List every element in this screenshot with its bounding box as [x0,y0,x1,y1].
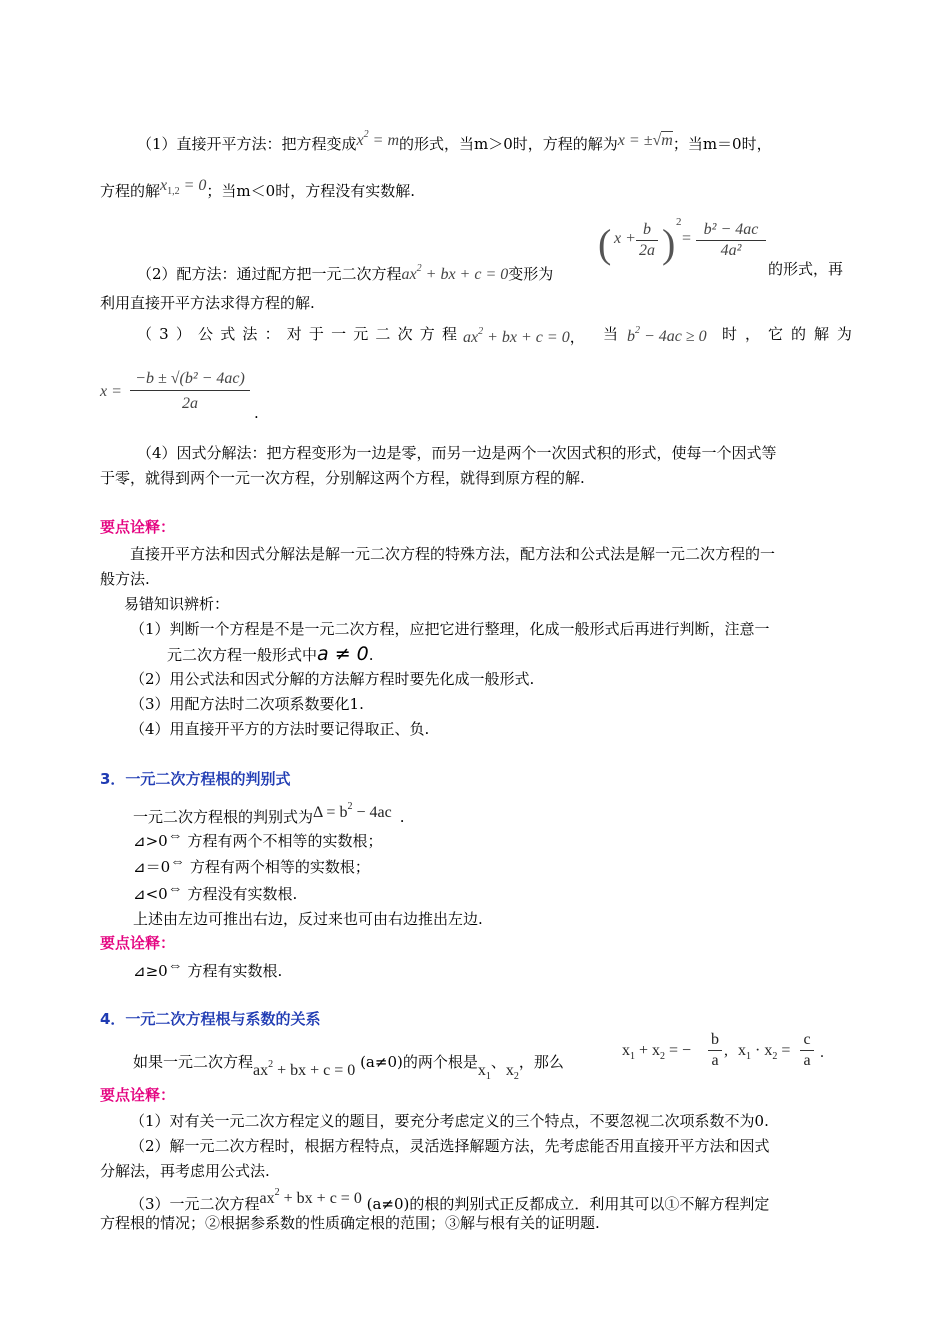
method-2-line-2 [100,292,315,314]
method-2-line-1b [768,258,843,280]
method-1-text-d: 方程的解 [100,182,161,200]
note-2-point-2b: 分解法，再考虑用公式法. [100,1162,270,1180]
formula-delta-def: $\Delta = b^2 - 4ac$ [313,801,392,821]
note-1-item-4: （4）用直接开平方的方法时要记得取正、负. [130,720,430,738]
method-3-end: . [254,404,259,422]
method-3-when: 当 [603,325,619,343]
method-3-line-1c: 时 ， 它 的 解 为 [722,325,852,343]
method-1-line-2 [100,177,415,209]
section-3-note-title: 要点诠释： [100,934,176,952]
note-1-item-1a: （1）判断一个方程是不是一元二次方程，应把它进行整理，化成一般形式后再进行判断，注意一 [130,620,770,638]
method-1-text-c: ；当m＝0时， [672,135,772,153]
section-3-title: 3．一元二次方程根的判别式 [100,770,291,788]
method-3-line-1a: （ 3 ） 公 式 法 ： 对 于 一 元 二 次 方 程 [137,325,457,343]
note-1-item-3: （3）用配方法时二次项系数要化1. [130,695,364,713]
formula-quadratic: $ax^2$ + bx + c = 0 [259,1187,362,1207]
method-2-line-1a [137,258,553,286]
method-3-formula-disc: $b^2 - 4ac \ge 0$ [627,325,707,345]
formula-quadratic-root: x = $\frac{\text{−b ± √(b² − 4ac)}}{2a}$ [100,368,260,420]
note-2-point-1: （1）对有关一元二次方程定义的题目，要充分考虑定义的三个特点，不要忽视二次项系数不为0. [130,1112,769,1130]
method-2-text-c: 的形式，再 [768,260,844,278]
section-4-title: 4．一元二次方程根与系数的关系 [100,1010,321,1028]
formula-a-neq-0: a ≠ 0 [317,643,369,665]
fraction-disc-over-4a2: $\frac{\text{b² − 4ac}}{\text{4a²}}$ [696,220,766,261]
fraction-b-over-2a: $\frac{b}{2a}$ [636,220,658,261]
section-3-case-2: ⊿＝0⇔ 方程有两个相等的实数根； [133,854,370,876]
method-4-line-2: 于零，就得到两个一元一次方程，分别解这两个方程，就得到原方程的解. [100,469,585,487]
equivalence-arrow-icon: ⇔ [167,958,183,974]
method-2-text-b: 变形为 [508,265,554,283]
method-3-formula-quadratic: $ax^2$ + bx + c = 0， [463,326,585,346]
root-x1: $x_1$ [477,1062,491,1082]
note-1-item-2: （2）用公式法和因式分解的方法解方程时要先化成一般形式. [130,670,535,688]
note-2-point-3a: （3）一元二次方程$ax^2$ + bx + c = 0 (a≠0)的根的判别式正反都成立．利用其可以①不解方程判定 [130,1187,770,1213]
section-4-line-1: 如果一元二次方程$ax^2$ + bx + c = 0 (a≠0)的两个根是$x_1$、$x_2$，那么 [133,1053,564,1082]
method-2-text-a: （2）配方法：通过配方把一元二次方程 [137,265,402,283]
method-1-text-e: ；当m＜0时，方程没有实数解. [206,182,415,200]
section-3-case-1: ⊿>0⇔ 方程有两个不相等的实数根； [133,828,383,850]
note-1-line-1: 直接开平方法和因式分解法是解一元二次方程的特殊方法，配方法和公式法是解一元二次方程的一 [130,545,776,563]
note-1-line-3: 易错知识辨析： [124,595,230,613]
note-1-title: 要点诠释： [100,518,176,536]
equivalence-arrow-icon: ⇔ [170,854,186,870]
formula-quadratic: $ax^2$ + bx + c = 0 [401,263,509,283]
method-1-line-1 [137,128,772,156]
method-1-text-a: （1）直接开平方法：把方程变成 [137,135,357,153]
fraction-c-over-a: $\frac{c}{a}$ [800,1030,814,1071]
fraction-b-over-a: $\frac{b}{a}$ [708,1030,722,1071]
note-1-item-1b: 元二次方程一般形式中a ≠ 0. [167,643,374,665]
section-3-case-4: ⊿≥0⇔ 方程有实数根. [133,958,283,980]
method-1-text-b: 的形式，当m＞0时，方程的解为 [399,135,618,153]
section-3-line-5: 上述由左边可推出右边，反过来也可由右边推出左边. [133,910,483,928]
method-4-line-1: （4）因式分解法：把方程变形为一边是零，而另一边是两个一次因式积的形式，使每一个因式等 [137,444,777,462]
note-2-title: 要点诠释： [100,1086,176,1104]
method-2-text-d: 利用直接开平方法求得方程的解. [100,294,315,312]
formula-x-pm-sqrt-m: x = ±√m [617,132,673,149]
note-1-line-2: 般方法. [100,570,150,588]
formula-vieta: $x_1 + x_2$ = − $\frac{b}{a}$ , $x_1 \cdot x_2$ = $\frac{c}{a}$ . [622,1031,824,1069]
formula-completed-square: ( x + $\frac{b}{2a}$ ) 2 = $\frac{\text{b² − 4ac}}{\text{4a²}}$ [598,218,768,274]
equivalence-arrow-icon: ⇔ [167,881,183,897]
root-x2: $x_2$ [505,1062,519,1082]
section-3-case-3: ⊿<0⇔ 方程没有实数根. [133,881,298,903]
formula-quadratic: $ax^2$ + bx + c = 0 [253,1059,356,1079]
section-3-line-1: 一元二次方程根的判别式为$\Delta = b^2 - 4ac$ . [133,801,405,826]
formula-x2-eq-m: $x^2 = m$ [356,129,400,149]
note-2-point-2a: （2）解一元二次方程时，根据方程特点，灵活选择解题方法，先考虑能否用直接开平方法和因式 [130,1137,770,1155]
formula-x12-eq-0: $x_{1,2} = 0$ [160,177,207,197]
note-2-point-3b: 方程根的情况；②根据参系数的性质确定根的范围；③解与根有关的证明题. [100,1214,600,1232]
equivalence-arrow-icon: ⇔ [167,828,183,844]
